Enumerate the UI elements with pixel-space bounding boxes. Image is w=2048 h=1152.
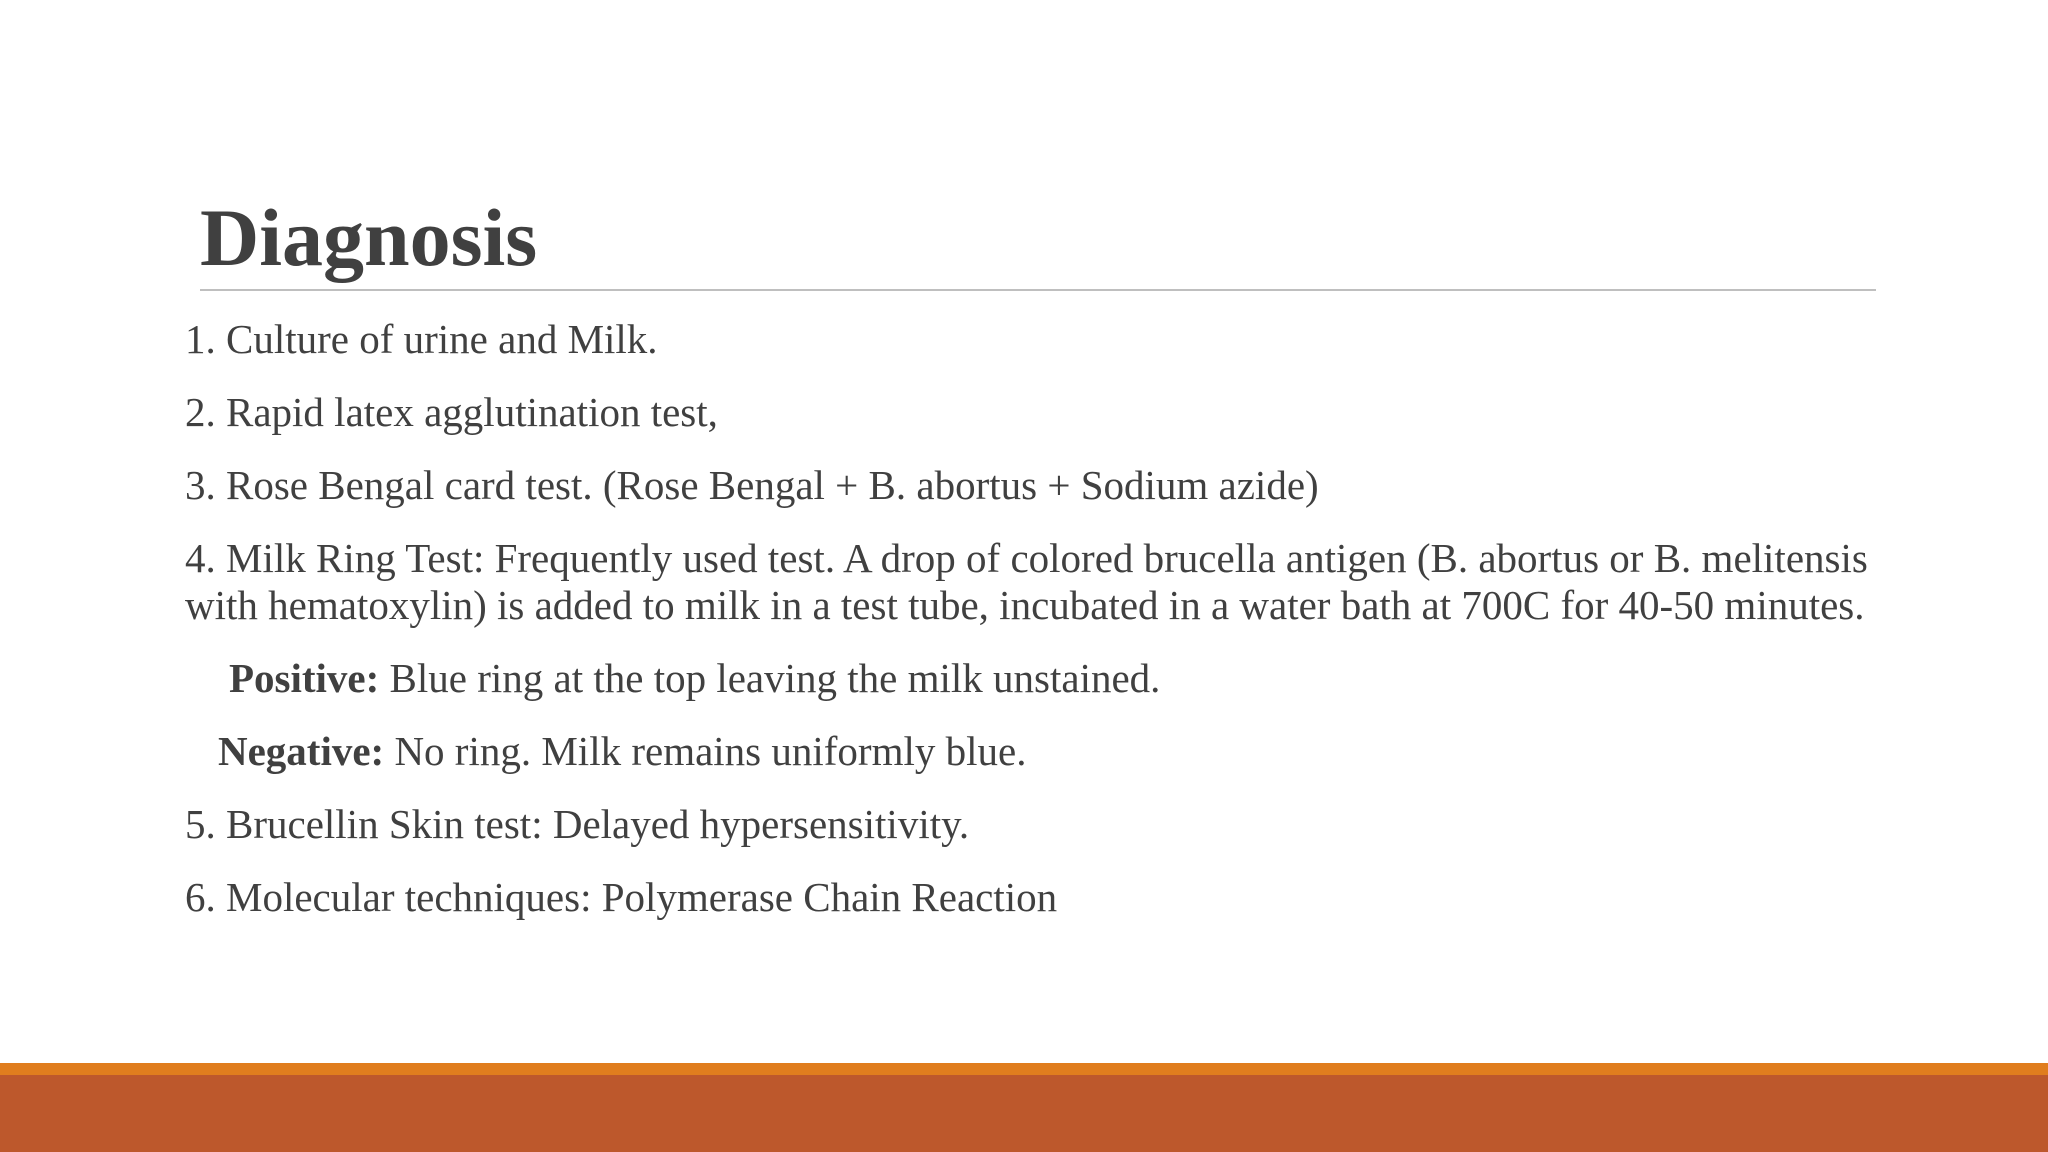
negative-label: Negative: <box>218 728 385 774</box>
positive-text: Blue ring at the top leaving the milk unstained. <box>379 655 1161 701</box>
positive-result-item <box>185 655 1885 702</box>
footer-accent-bar-light <box>0 1063 2048 1075</box>
title-underline <box>200 289 1876 291</box>
footer-accent-bar-dark <box>0 1075 2048 1152</box>
list-item: 6. Molecular techniques: Polymerase Chain Reaction <box>185 874 1058 920</box>
list-item: 3. Rose Bengal card test. (Rose Bengal + B. abortus + Sodium azide) <box>185 462 1319 508</box>
slide-title: Diagnosis <box>200 192 538 283</box>
list-item: 1. Culture of urine and Milk. <box>185 316 658 362</box>
negative-text: No ring. Milk remains uniformly blue. <box>384 728 1027 774</box>
list-item: 5. Brucellin Skin test: Delayed hypersensitivity. <box>185 801 970 847</box>
list-item: 2. Rapid latex agglutination test, <box>185 389 718 435</box>
positive-label: Positive: <box>229 655 380 701</box>
slide-body <box>185 316 1885 947</box>
negative-result-item <box>185 728 1885 775</box>
list-item: 4. Milk Ring Test: Frequently used test. A drop of colored brucella antigen (B. abortus or B. melitensis with hematoxylin) is added to milk in a test tube, incubated in a water bath at 700C for 40-50 minutes. <box>185 535 1868 628</box>
